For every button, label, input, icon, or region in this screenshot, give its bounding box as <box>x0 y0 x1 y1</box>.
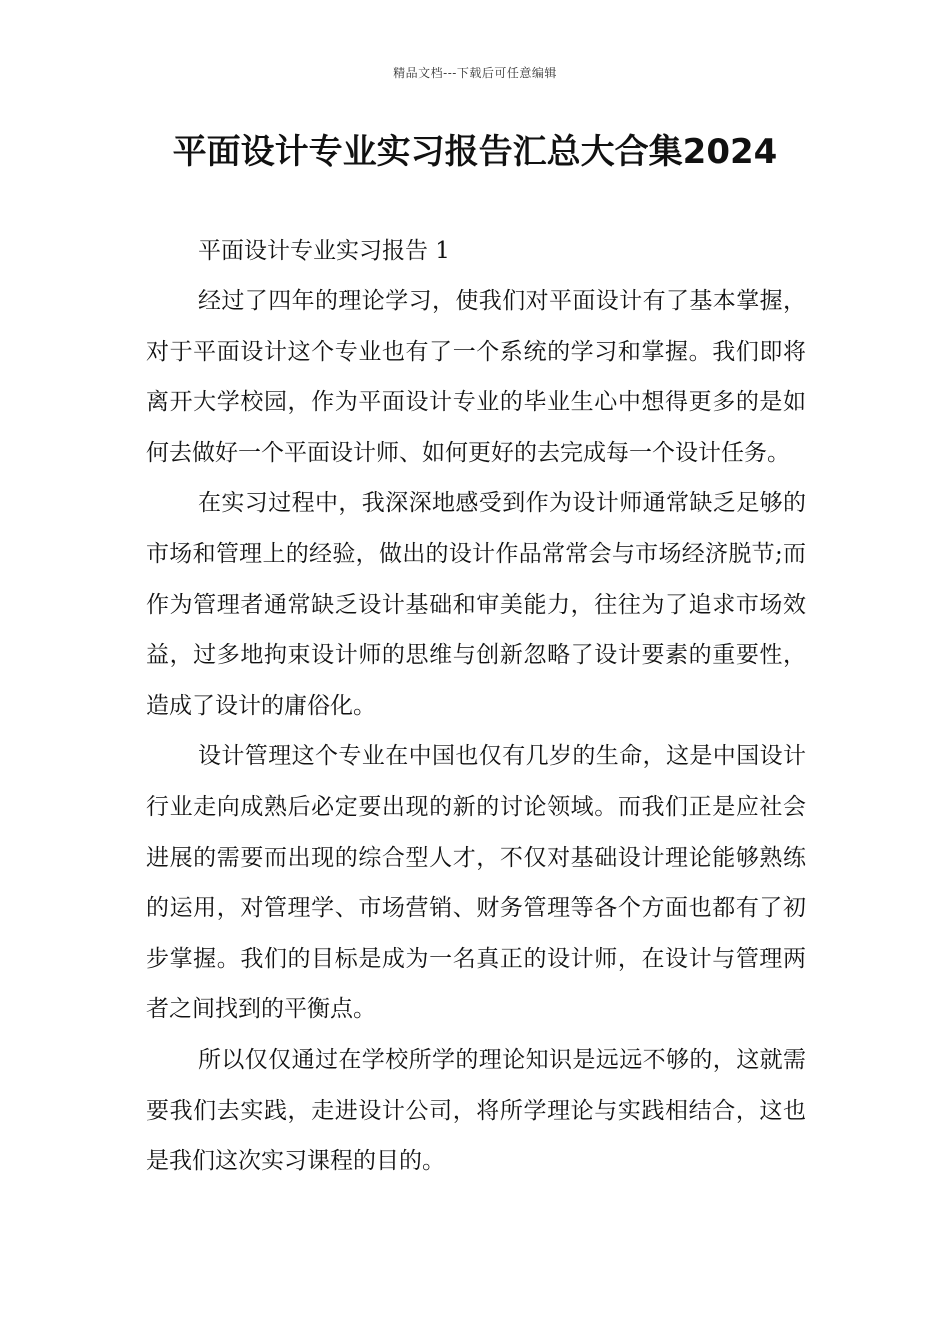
paragraph-1: 经过了四年的理论学习，使我们对平面设计有了基本掌握，对于平面设计这个专业也有了一个系统的学习和掌握。我们即将离开大学校园，作为平面设计专业的毕业生心中想得更多的是如何去做好一个平面设计师、如何更好的去完成每一个设计任务。 <box>146 288 806 466</box>
document-body <box>146 226 806 1187</box>
header-note: 精品文档---下载后可任意编辑 <box>393 66 557 80</box>
section-subheading: 平面设计专业实习报告 1 <box>198 238 450 264</box>
paragraph-2: 在实习过程中，我深深地感受到作为设计师通常缺乏足够的市场和管理上的经验，做出的设计作品常常会与市场经济脱节;而作为管理者通常缺乏设计基础和审美能力，往往为了追求市场效益，过多地拘束设计师的思维与创新忽略了设计要素的重要性，造成了设计的庸俗化。 <box>146 490 806 719</box>
document-title: 平面设计专业实习报告汇总大合集2024 <box>172 132 778 172</box>
paragraph-4: 所以仅仅通过在学校所学的理论知识是远远不够的，这就需要我们去实践，走进设计公司，将所学理论与实践相结合，这也是我们这次实习课程的目的。 <box>146 1046 806 1175</box>
paragraph-3: 设计管理这个专业在中国也仅有几岁的生命，这是中国设计行业走向成熟后必定要出现的新的讨论领域。而我们正是应社会进展的需要而出现的综合型人才，不仅对基础设计理论能够熟练的运用，对管理学、市场营销、财务管理等各个方面也都有了初步掌握。我们的目标是成为一名真正的设计师，在设计与管理两者之间找到的平衡点。 <box>146 743 806 1023</box>
